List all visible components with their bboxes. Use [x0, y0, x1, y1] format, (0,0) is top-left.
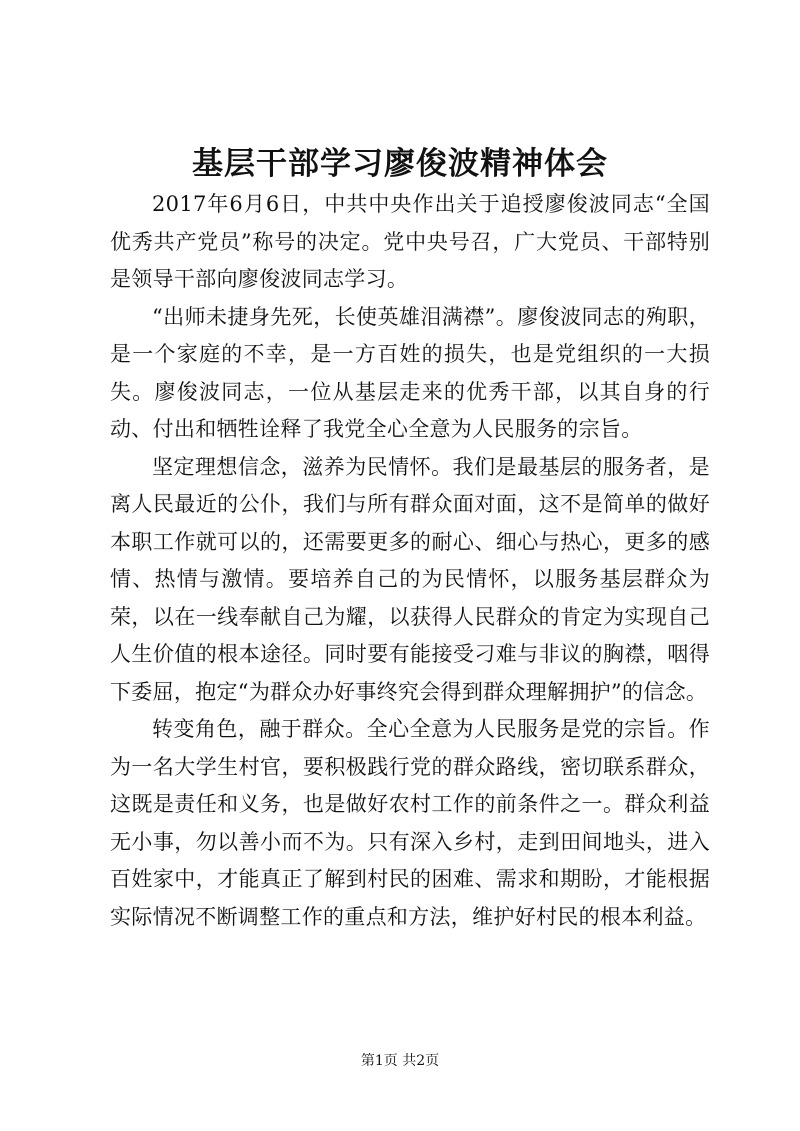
document-body: [110, 186, 710, 936]
paragraph-2: “出师未捷身先死，长使英雄泪满襟”。廖俊波同志的殉职，是一个家庭的不幸，是一方百姓的损失，也是党组织的一大损失。廖俊波同志，一位从基层走来的优秀干部，以其自身的行动、付出和牺牲诠释了我党全心全意为人民服务的宗旨。: [110, 304, 710, 441]
paragraph-4: 转变角色，融于群众。全心全意为人民服务是党的宗旨。作为一名大学生村官，要积极践行党的群众路线，密切联系群众，这既是责任和义务，也是做好农村工作的前条件之一。群众利益无小事，勿以善小而不为。只有深入乡村，走到田间地头，进入百姓家中，才能真正了解到村民的困难、需求和期盼，才能根据实际情况不断调整工作的重点和方法，维护好村民的根本利益。: [110, 717, 710, 929]
paragraph-3: 坚定理想信念，滋养为民情怀。我们是最基层的服务者，是离人民最近的公仆，我们与所有群众面对面，这不是简单的做好本职工作就可以的，还需要更多的耐心、细心与热心，更多的感情、热情与激情。要培养自己的为民情怀，以服务基层群众为荣，以在一线奉献自己为耀，以获得人民群众的肯定为实现自己人生价值的根本途径。同时要有能接受刁难与非议的胸襟，咽得下委屈，抱定“为群众办好事终究会得到群众理解拥护”的信念。: [110, 454, 710, 704]
paragraph-1: 2017年6月6日，中共中央作出关于追授廖俊波同志“全国优秀共产党员”称号的决定。党中央号召，广大党员、干部特别是领导干部向廖俊波同志学习。: [110, 192, 710, 291]
document-title: 基层干部学习廖俊波精神体会: [192, 146, 608, 182]
page-footer: 第1页 共2页: [360, 1053, 440, 1069]
